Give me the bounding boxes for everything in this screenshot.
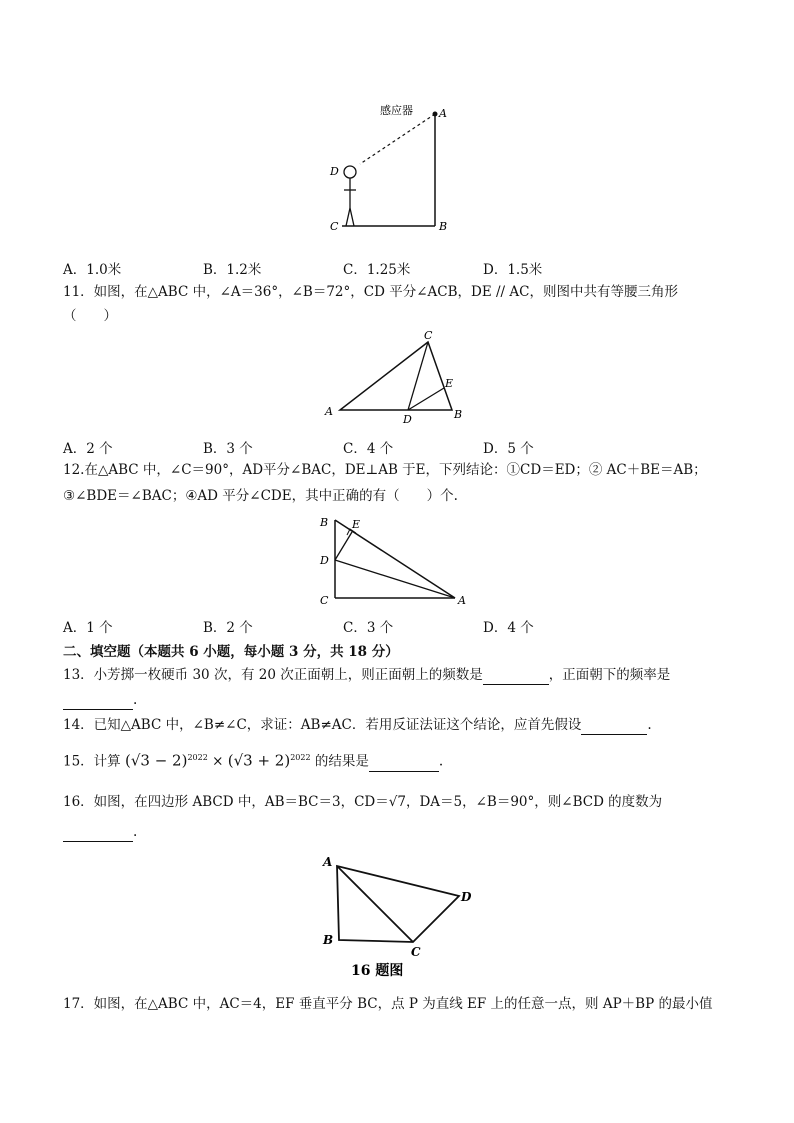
q16-label-c: C [411,945,421,959]
q16-text: 16．如图，在四边形 ABCD 中，AB＝BC＝3，CD＝√7，DA＝5，∠B＝90°，则∠BCD 的度数为 [63,794,663,810]
q12-option-b: B．2 个 [203,620,253,636]
q15-prefix: 15．计算 [63,753,121,770]
q14-end: . [647,717,652,733]
q16-caption: 16 题图 [351,963,404,979]
q11-option-d: D．5 个 [483,441,534,457]
q12-option-d: D．4 个 [483,620,534,636]
q12-label-e: E [352,518,361,531]
q13-question-line2 [63,690,137,710]
q16-label-d: D [461,890,472,904]
q11-option-b: B．3 个 [203,441,253,457]
q17-text: 17．如图，在△ABC 中，AC＝4，EF 垂直平分 BC，点 P 为直线 EF 上的任意一点，则 AP＋BP 的最小值 [63,996,713,1012]
q13-text-mid: ，正面朝下的频率是 [548,667,671,683]
q13-question [63,665,670,685]
q15-expr1: (√3 − 2) [124,751,188,770]
q11-figure [315,325,475,430]
q12-label-d: D [320,554,329,567]
q12-option-c: C．3 个 [343,620,394,636]
q12-text-line2: ③∠BDE＝∠BAC；④AD 平分∠CDE，其中正确的有（ ）个. [63,488,458,504]
q16-blank[interactable] [63,827,133,842]
q12-figure [315,512,475,607]
q14-text: 14．已知△ABC 中，∠B≠∠C，求证：AB≠AC．若用反证法证这个结论，应首先假设 [63,717,582,733]
q10-label-c: C [330,220,339,233]
q15-end: . [438,753,444,770]
q16-label-b: B [323,933,334,947]
q16-figure [315,848,485,983]
q13-blank-2[interactable] [63,695,133,710]
q10-option-a: A．1.0米 [63,262,122,278]
q13-end: . [133,692,138,708]
q14-blank[interactable] [581,720,647,735]
q12-option-a: A．1 个 [63,620,113,636]
q11-text-line2: （ ） [63,308,117,324]
q11-label-e: E [445,377,454,390]
q10-label-b: B [439,220,448,233]
q12-label-a: A [458,594,466,607]
q10-option-b: B．1.2米 [203,262,262,278]
q15-suffix: 的结果是 [314,753,369,770]
q15-blank[interactable] [369,757,439,772]
q14-question [63,715,652,735]
q15-times: × [212,753,224,770]
q10-label-a: A [439,107,447,120]
q10-label-d: D [330,165,339,178]
q15-question [63,748,443,772]
q11-label-d: D [403,413,412,426]
section-fill-in-title: 二、填空题（本题共 6 小题，每小题 3 分，共 18 分） [63,644,399,660]
q16-end: . [133,824,138,840]
q11-option-c: C．4 个 [343,441,394,457]
q12-label-b: B [320,516,329,529]
q12-text-line1: 12.在△ABC 中，∠C＝90°，AD平分∠BAC，DE⊥AB 于E，下列结论：①CD＝ED；② AC＋BE＝AB； [63,462,707,478]
q11-label-b: B [454,408,463,421]
q11-text-line1: 11．如图，在△ABC 中，∠A＝36°，∠B＝72°，CD 平分∠ACB，DE // AC，则图中共有等腰三角形 [63,284,678,300]
q10-option-d: D．1.5米 [483,262,543,278]
q15-expr2: (√3 + 2) [227,751,291,770]
q12-label-c: C [320,594,329,607]
q15-exp2: 2022 [290,753,311,762]
q11-option-a: A．2 个 [63,441,113,457]
q16-answer-line [63,822,137,842]
q15-exp1: 2022 [187,753,208,762]
q10-sensor-label: 感应器 [380,104,413,117]
q16-label-a: A [323,855,333,869]
q10-option-c: C．1.25米 [343,262,411,278]
q11-label-a: A [325,405,333,418]
q13-blank-1[interactable] [483,670,549,685]
q13-text: 13．小芳掷一枚硬币 30 次，有 20 次正面朝上，则正面朝上的频数是 [63,667,483,683]
q10-figure [320,100,460,240]
q11-label-c: C [424,329,433,342]
